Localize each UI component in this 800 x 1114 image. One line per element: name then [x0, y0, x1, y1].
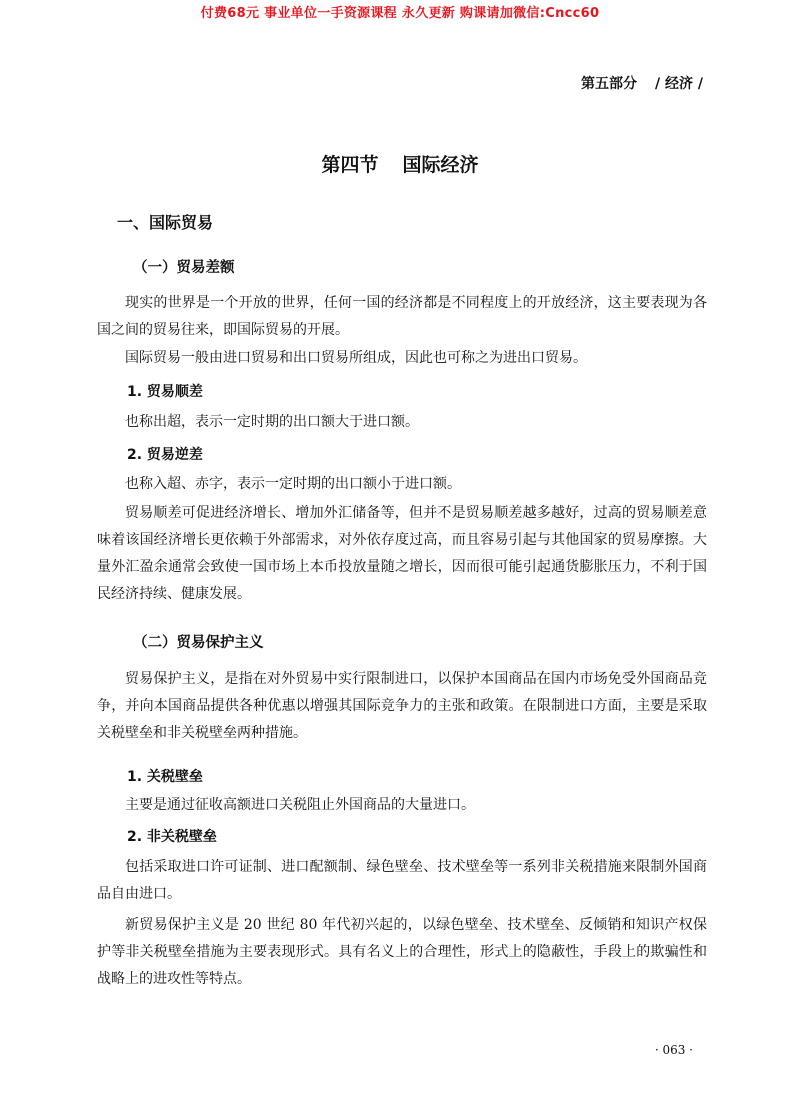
paragraph: 主要是通过征收高额进口关税阻止外国商品的大量进口。	[125, 797, 475, 813]
page-number: · 063 ·	[654, 1043, 693, 1057]
heading-trade-balance: （一）贸易差额	[133, 260, 235, 276]
section-title	[0, 150, 800, 177]
item-tariff-barrier: 1. 关税壁垒	[127, 769, 203, 785]
item-non-tariff-barrier: 2. 非关税壁垒	[127, 829, 217, 845]
paragraph: 贸易保护主义，是指在对外贸易中实行限制进口，以保护本国商品在国内市场免受外国商品竞争，并向本国商品提供各种优惠以增强其国际竞争力的主张和政策。在限制进口方面，主要是采取关税壁垒和非关税壁垒两种措施。	[97, 671, 707, 741]
promo-banner: 付费68元 事业单位一手资源课程 永久更新 购课请加微信:Cncc60	[200, 6, 600, 21]
item-trade-surplus: 1. 贸易顺差	[127, 384, 203, 400]
paragraph: 国际贸易一般由进口贸易和出口贸易所组成，因此也可称之为进出口贸易。	[125, 350, 587, 366]
paragraph: 现实的世界是一个开放的世界，任何一国的经济都是不同程度上的开放经济，这主要表现为各国之间的贸易往来，即国际贸易的开展。	[97, 295, 707, 338]
item-trade-deficit: 2. 贸易逆差	[127, 447, 203, 463]
running-head	[581, 73, 703, 93]
running-head-part: 第五部分	[581, 76, 638, 92]
paragraph: 贸易顺差可促进经济增长、增加外汇储备等，但并不是贸易顺差越多越好，过高的贸易顺差意味着该国经济增长更依赖于外部需求，对外依存度过高，而且容易引起与其他国家的贸易摩擦。大量外汇盈余通常会致使一国市场上本币投放量随之增长，因而很可能引起通货膨胀压力，不利于国民经济持续、健康发展。	[97, 505, 707, 602]
paragraph: 包括采取进口许可证制、进口配额制、绿色壁垒、技术壁垒等一系列非关税措施来限制外国商品自由进口。	[97, 859, 707, 902]
paragraph: 也称出超，表示一定时期的出口额大于进口额。	[125, 414, 419, 430]
heading-international-trade: 一、国际贸易	[117, 213, 214, 232]
running-head-topic: / 经济 /	[655, 76, 703, 92]
paragraph: 也称入超、赤字，表示一定时期的出口额小于进口额。	[125, 476, 461, 492]
section-number: 第四节	[321, 154, 379, 176]
section-name: 国际经济	[402, 154, 479, 176]
heading-trade-protectionism: （二）贸易保护主义	[133, 635, 264, 651]
paragraph: 新贸易保护主义是 20 世纪 80 年代初兴起的，以绿色壁垒、技术壁垒、反倾销和知识产权保护等非关税壁垒措施为主要表现形式。具有名义上的合理性，形式上的隐蔽性，手段上的欺骗性和战略上的进攻性等特点。	[97, 917, 707, 987]
